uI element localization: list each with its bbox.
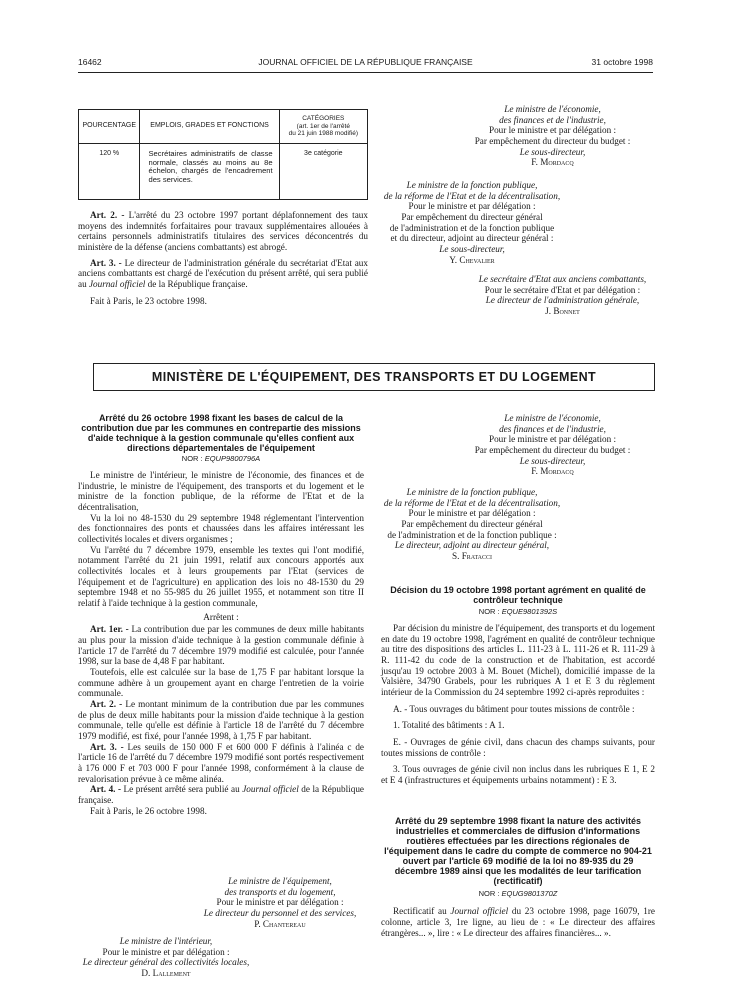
- paragraph: Par décision du ministre de l'équipement, des transports et du logement en date du 19 octobre 1998, l'agrément en qualité de contrôleur technique au titre des dispositions des articles L. 111-23 à L. 111-26 et R. 111-29 à R. 111-42 du code de la construction et de l'habitation, est accordé jusqu'au 19 octobre 2003 à M. Bouet (Michel), domicilié impasse de la Valsière, 34790 Grabels, pour les rubriques A 1 et E 3 du règlement intérieur de la Commission du 24 septembre 1992 ci-après reproduites :: [381, 622, 655, 697]
- category-table-wrap: [78, 109, 368, 200]
- signer-line: Pour le ministre et par délégation :: [408, 201, 536, 212]
- header-rule: [78, 72, 653, 73]
- header-categories: CATÉGORIES: [302, 115, 345, 123]
- table-header-row: [79, 110, 368, 144]
- page-number: 16462: [78, 57, 102, 67]
- article-text: Le montant minimum de la contribution due par les communes de plus de deux mille habitants pour la mission d'aide technique à la gestion communale, telle qu'elle est définie à l'article 18 de l'arrêté du 7 décembre 1979 modifié, est fixé, pour l'année 1998, à 1,75 F par habitant.: [78, 699, 364, 742]
- signer-line: Par empêchement du directeur du budget :: [474, 445, 631, 456]
- arrete-title: Arrêté du 26 octobre 1998 fixant les bases de calcul de la contribution due par les communes en contrepartie des missions d'aide technique à la gestion communale qu'elles confient aux directions départementales de l'équipement: [81, 413, 361, 454]
- signer-line: de l'administration et de la fonction publique :: [387, 529, 557, 540]
- signer-title: des transports et du logement,: [224, 886, 336, 897]
- signer-line: Par empêchement du directeur général: [401, 519, 543, 530]
- article-text: de la République française.: [78, 784, 364, 806]
- article-4: [78, 784, 364, 805]
- signer-name: F. Mordacq: [531, 157, 574, 168]
- signer-line: Le directeur général des collectivités locales,: [82, 957, 250, 968]
- article-text: Les seuils de 150 000 F et 600 000 F définis à l'alinéa c de l'article 16 de l'arrêté du 7 décembre 1979 modifié sont portés respectivement à 176 000 F et 703 000 F pour l'année 1998, conformément à la clause de revalorisation prévue à ce même alinéa.: [78, 741, 364, 784]
- table-header-cell: POURCENTAGE: [79, 110, 140, 144]
- signer-name: F. Mordacq: [531, 466, 574, 477]
- right-main-signature-1: [445, 413, 660, 477]
- journal-ref: Journal officiel: [88, 279, 146, 290]
- journal-ref: Journal officiel: [450, 906, 509, 917]
- signer-title: Le ministre de la fonction publique,: [406, 487, 538, 497]
- signer-line: Pour le ministre et par délégation :: [102, 946, 230, 957]
- left-main-signature-1: [160, 876, 400, 929]
- journal-title: JOURNAL OFFICIEL DE LA RÉPUBLIQUE FRANÇAISE: [258, 57, 473, 67]
- nor-line: [381, 890, 655, 899]
- header-categories-ref: (art. 1er de l'arrêté: [296, 122, 350, 130]
- arrete-title: Arrêté du 29 septembre 1998 fixant la nature des activités industrielles et commerciales de diffusion d'informations routières effectuées par les directions régionales de l'équipement dans le cadre du compte de commerce no 904-21 ouvert par l'article 69 modifié de la loi no 89-935 du 29 décembre 1989 ainsi que les modalités de leur tarification (rectificatif): [384, 816, 652, 887]
- article-label: Art. 3. -: [90, 741, 124, 752]
- signer-line: Le sous-directeur,: [439, 244, 505, 255]
- right-top-signatures-3: [455, 274, 670, 317]
- paragraph: E. - Ouvrages de génie civil, dans chacun des champs suivants, pour toutes missions de contrôle :: [381, 736, 655, 758]
- signer-title: Le ministre de l'économie,: [504, 104, 601, 114]
- signer-title: de la réforme de l'Etat et de la décentralisation,: [383, 497, 561, 508]
- signer-line: et du directeur, adjoint au directeur général :: [390, 233, 554, 244]
- article-label: Art. 1er. -: [90, 624, 129, 635]
- signer-line: Le directeur de l'administration générale,: [485, 295, 640, 306]
- nor-label: NOR :: [478, 888, 502, 898]
- header-categories-ref2: du 21 juin 1988 modifié): [288, 130, 358, 138]
- signer-line: Le directeur, adjoint au directeur général,: [394, 540, 550, 551]
- nor-line: [381, 608, 655, 617]
- signer-name: P. Chantereau: [254, 918, 306, 929]
- article-3: [78, 258, 368, 290]
- article-text: Le présent arrêté sera publié au: [121, 784, 243, 795]
- nor-code: EQUP9800796A: [204, 454, 261, 464]
- table-cell-categorie: 3e catégorie: [279, 144, 367, 200]
- nor-code: EQUE9801392S: [501, 607, 558, 617]
- article-2: [78, 699, 364, 742]
- article-1: [78, 624, 364, 667]
- decision-title: Décision du 19 octobre 1998 portant agrément en qualité de contrôleur technique: [390, 585, 646, 606]
- right-top-signatures: [445, 104, 660, 168]
- category-table: [78, 109, 368, 200]
- signer-title: Le ministre de la fonction publique,: [406, 180, 538, 190]
- left-main-signature-2: [66, 936, 266, 979]
- nor-code: EQUG9801370Z: [501, 888, 558, 898]
- article-label: Art. 2. -: [90, 210, 125, 220]
- signer-line: Le directeur du personnel et des services,: [203, 908, 357, 919]
- signer-name: J. Bonnet: [545, 306, 580, 317]
- article-2: [78, 210, 368, 253]
- right-main-signature-2: [352, 487, 592, 562]
- signer-line: Pour le ministre et par délégation :: [488, 434, 617, 445]
- table-cell-pourcentage: 120 %: [79, 144, 140, 200]
- decision-block: [381, 585, 655, 786]
- table-header-cell: [279, 110, 367, 144]
- paragraph: 1. Totalité des bâtiments : A 1.: [393, 720, 505, 731]
- signer-title: Le ministre de l'intérieur,: [119, 936, 213, 946]
- paragraph: 3. Tous ouvrages de génie civil non inclus dans les rubriques E 1, E 2 et E 4 (infrastructures et équipements urbains notamment) : E 3.: [381, 764, 655, 785]
- left-main-column: [78, 413, 364, 817]
- signer-line: Par empêchement du directeur général: [401, 212, 543, 223]
- decision-body: [381, 623, 655, 786]
- fait-a-paris: Fait à Paris, le 23 octobre 1998.: [90, 295, 207, 306]
- article-3: [78, 742, 364, 785]
- ministry-banner-text: MINISTÈRE DE L'ÉQUIPEMENT, DES TRANSPORTS ET DU LOGEMENT: [151, 370, 597, 384]
- signer-line: Pour le ministre et par délégation :: [488, 125, 617, 136]
- signer-name: D. Lallement: [141, 968, 191, 979]
- left-top-block: [78, 210, 368, 306]
- signer-line: de l'administration et de la fonction publique: [389, 222, 555, 233]
- signer-line: Le sous-directeur,: [519, 455, 586, 466]
- paragraph: Vu la loi no 48-1530 du 29 septembre 1948 réglementant l'intervention des fonctionnaires des ponts et chaussées dans les affaires intéressant les collectivités locales et divers organismes ;: [78, 512, 364, 545]
- signer-title: de la réforme de l'Etat et de la décentralisation,: [383, 190, 561, 201]
- article-label: Art. 3. -: [90, 257, 122, 268]
- article-label: Art. 4. -: [90, 784, 122, 795]
- nor-label: NOR :: [478, 607, 502, 617]
- nor-line: [78, 455, 364, 464]
- paragraph: Le ministre de l'intérieur, le ministre de l'économie, des finances et de l'industrie, le ministre de l'équipement, des transports et du logement et le ministre de la fonction publique, de la réforme de l'Etat et de la décentralisation,: [78, 470, 364, 513]
- article-label: Art. 2. -: [90, 699, 123, 710]
- rectificatif-post: du 23 octobre 1998, page 16079, 1re colonne, article 3, 1re ligne, au lieu de : « Le directeur des affaires étrangères... », lire : « Le directeur des affaires financières... ».: [381, 906, 656, 938]
- ministry-banner: [93, 363, 655, 391]
- rectificatif-pre: Rectificatif au: [393, 906, 451, 917]
- signer-line: Pour le ministre et par délégation :: [216, 897, 344, 908]
- signer-line: Pour le ministre et par délégation :: [408, 508, 536, 519]
- signer-line: Pour le secrétaire d'Etat et par délégation :: [484, 284, 641, 295]
- signer-title: des finances et de l'industrie,: [499, 114, 606, 125]
- rectificatif-block: [381, 816, 655, 938]
- paragraph: A. - Tous ouvrages du bâtiment pour toutes missions de contrôle :: [393, 703, 635, 714]
- issue-date: 31 octobre 1998: [591, 57, 653, 67]
- signer-title: Le secrétaire d'Etat aux anciens combattants,: [478, 274, 647, 284]
- paragraph: Toutefois, elle est calculée sur la base de 1,75 F par habitant lorsque la commune adhère à un groupement ayant en charge l'entretien de la voirie communale.: [78, 667, 364, 699]
- page-header: [78, 58, 653, 70]
- fait-a-paris: Fait à Paris, le 26 octobre 1998.: [90, 805, 207, 816]
- article-text: Le directeur de l'administration générale du secrétariat d'Etat aux anciens combattants est chargé de l'exécution du présent arrêté, qui sera publié au: [78, 257, 368, 290]
- signer-name: S. Fratacci: [451, 551, 492, 562]
- rectificatif-text: [381, 906, 655, 938]
- arretent: Arrêtent :: [203, 611, 239, 622]
- table-header-cell: EMPLOIS, GRADES ET FONCTIONS: [140, 110, 279, 144]
- right-top-signatures-2: [352, 180, 592, 265]
- signer-line: Par empêchement du directeur du budget :: [474, 136, 631, 147]
- signer-title: Le ministre de l'équipement,: [228, 876, 332, 886]
- table-row: [79, 144, 368, 200]
- article-text: La contribution due par les communes de deux mille habitants au plus pour la mission d'aide technique à la gestion communale définie à l'article 17 de l'arrêté du 7 décembre 1979 modifié est calculée, pour l'année 1998, sur la base de 4,48 F par habitant.: [78, 624, 364, 667]
- nor-label: NOR :: [181, 454, 205, 464]
- journal-ref: Journal officiel: [242, 784, 299, 795]
- signer-title: Le ministre de l'économie,: [504, 413, 601, 423]
- signer-name: Y. Chevalier: [449, 254, 495, 265]
- article-text: de la République française.: [145, 279, 248, 290]
- signer-line: Le sous-directeur,: [519, 146, 586, 157]
- table-cell-emploi: Secrétaires administratifs de classe normale, classés au moins au 8e échelon, chargés de l'encadrement des services.: [140, 144, 279, 200]
- signer-title: des finances et de l'industrie,: [499, 423, 606, 434]
- arrete-body: [78, 470, 364, 817]
- paragraph: Vu l'arrêté du 7 décembre 1979, ensemble les textes qui l'ont modifié, notamment l'arrêté du 21 juin 1991, relatif aux concours apportés aux collectivités locales et à leurs groupements par l'Etat (services de l'équipement et de l'agriculture) en application des lois no 48-1530 du 29 septembre 1948 et no 55-985 du 26 juillet 1955, et notamment son titre II relatif à l'aide technique à la gestion communale,: [78, 544, 364, 609]
- article-text: L'arrêté du 23 octobre 1997 portant déplafonnement des taux moyens des indemnités forfaitaires pour travaux supplémentaires allouées à certains personnels administratifs titulaires des services déconcentrés du ministère de la défense (anciens combattants) est abrogé.: [78, 210, 368, 253]
